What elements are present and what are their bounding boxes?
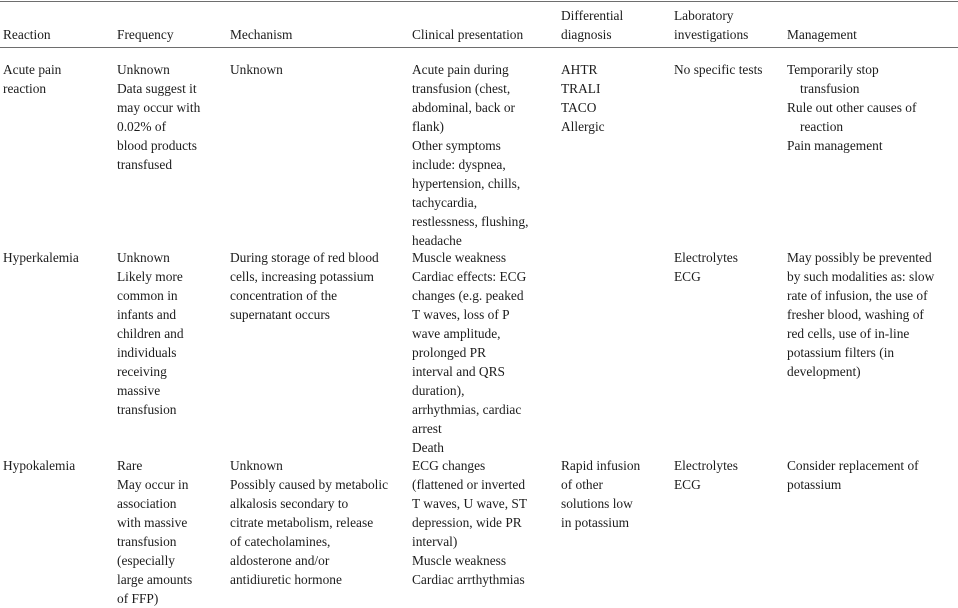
management-line: potassium: [787, 477, 842, 492]
row-1-differential-cell: [561, 60, 605, 136]
clinical-line: transfusion (chest,: [412, 81, 511, 96]
header-bottom-rule: [0, 47, 958, 48]
laboratory-line: ECG: [674, 477, 701, 492]
management-line: transfusion: [800, 81, 860, 96]
header-reaction-line: Reaction: [3, 27, 51, 42]
clinical-line: Death: [412, 440, 444, 455]
reaction-line: Acute pain: [3, 62, 62, 77]
management-line: red cells, use of in-line: [787, 326, 910, 341]
frequency-line: massive: [117, 383, 161, 398]
clinical-line: duration),: [412, 383, 465, 398]
frequency-line: transfusion: [117, 534, 177, 549]
row-2-mechanism-cell: [230, 248, 379, 324]
reaction-line: Hypokalemia: [3, 458, 76, 473]
row-3-frequency-cell: [117, 456, 192, 608]
header-frequency-line: Frequency: [117, 27, 174, 42]
header-reaction: [3, 25, 51, 44]
clinical-line: depression, wide PR: [412, 515, 522, 530]
header-frequency: [117, 25, 174, 44]
row-3-laboratory-cell: [674, 456, 738, 494]
mechanism-line: of catecholamines,: [230, 534, 331, 549]
frequency-line: Data suggest it: [117, 81, 197, 96]
row-2-reaction-cell: [3, 248, 79, 267]
mechanism-line: citrate metabolism, release: [230, 515, 374, 530]
header-mechanism-line: Mechanism: [230, 27, 293, 42]
mechanism-line: supernatant occurs: [230, 307, 331, 322]
row-2-frequency-cell: [117, 248, 184, 419]
row-3-differential-cell: [561, 456, 640, 532]
clinical-line: wave amplitude,: [412, 326, 501, 341]
frequency-line: large amounts: [117, 572, 193, 587]
clinical-line: tachycardia,: [412, 195, 478, 210]
mechanism-line: Unknown: [230, 62, 283, 77]
management-line: rate of infusion, the use of: [787, 288, 928, 303]
clinical-line: Cardiac arrthythmias: [412, 572, 525, 587]
row-3-reaction-cell: [3, 456, 75, 475]
management-line: fresher blood, washing of: [787, 307, 924, 322]
frequency-line: blood products: [117, 138, 197, 153]
management-line: reaction: [800, 119, 844, 134]
laboratory-line: No specific tests: [674, 62, 763, 77]
row-1-management-cell: [787, 60, 916, 155]
frequency-line: May occur in: [117, 477, 189, 492]
frequency-line: transfused: [117, 157, 173, 172]
clinical-line: interval and QRS: [412, 364, 505, 379]
row-2-clinical-cell: [412, 248, 526, 457]
management-line: May possibly be prevented: [787, 250, 932, 265]
table-top-rule: [0, 1, 958, 2]
frequency-line: Rare: [117, 458, 143, 473]
frequency-line: children and: [117, 326, 184, 341]
management-line: development): [787, 364, 861, 379]
differential-line: in potassium: [561, 515, 630, 530]
clinical-line: restlessness, flushing,: [412, 214, 529, 229]
frequency-line: receiving: [117, 364, 167, 379]
clinical-line: Cardiac effects: ECG: [412, 269, 527, 284]
differential-line: TRALI: [561, 81, 601, 96]
row-3-mechanism-cell: [230, 456, 388, 589]
frequency-line: of FFP): [117, 591, 159, 606]
frequency-line: Unknown: [117, 62, 170, 77]
differential-line: AHTR: [561, 62, 598, 77]
frequency-line: Likely more: [117, 269, 183, 284]
clinical-line: Muscle weakness: [412, 553, 507, 568]
clinical-line: Muscle weakness: [412, 250, 507, 265]
row-3-management-cell: [787, 456, 919, 494]
clinical-line: (flattened or inverted: [412, 477, 526, 492]
header-differential: [561, 6, 623, 44]
row-1-frequency-cell: [117, 60, 200, 174]
row-1-laboratory-cell: [674, 60, 763, 79]
clinical-line: headache: [412, 233, 462, 248]
clinical-line: arrest: [412, 421, 442, 436]
laboratory-line: Electrolytes: [674, 250, 738, 265]
mechanism-line: concentration of the: [230, 288, 338, 303]
frequency-line: individuals: [117, 345, 177, 360]
mechanism-line: antidiuretic hormone: [230, 572, 342, 587]
frequency-line: Unknown: [117, 250, 170, 265]
differential-line: of other: [561, 477, 604, 492]
differential-line: Allergic: [561, 119, 605, 134]
frequency-line: with massive: [117, 515, 188, 530]
clinical-line: include: dyspnea,: [412, 157, 506, 172]
header-laboratory-line: Laboratory: [674, 8, 734, 23]
row-2-laboratory-cell: [674, 248, 738, 286]
header-differential-line: Differential: [561, 8, 624, 23]
mechanism-line: During storage of red blood: [230, 250, 379, 265]
clinical-line: abdominal, back or: [412, 100, 515, 115]
row-1-reaction-cell: [3, 60, 61, 98]
row-1-mechanism-cell: [230, 60, 283, 79]
management-line: potassium filters (in: [787, 345, 895, 360]
clinical-line: flank): [412, 119, 444, 134]
header-management-line: Management: [787, 27, 857, 42]
clinical-line: prolonged PR: [412, 345, 487, 360]
laboratory-line: Electrolytes: [674, 458, 738, 473]
row-1-clinical-cell: [412, 60, 528, 250]
clinical-line: T waves, loss of P: [412, 307, 510, 322]
frequency-line: may occur with: [117, 100, 201, 115]
management-line: Temporarily stop: [787, 62, 879, 77]
clinical-line: Other symptoms: [412, 138, 501, 153]
header-mechanism: [230, 25, 292, 44]
frequency-line: association: [117, 496, 177, 511]
clinical-line: Acute pain during: [412, 62, 509, 77]
mechanism-line: cells, increasing potassium: [230, 269, 374, 284]
management-line: Rule out other causes of: [787, 100, 917, 115]
mechanism-line: Possibly caused by metabolic: [230, 477, 389, 492]
clinical-line: hypertension, chills,: [412, 176, 521, 191]
differential-line: solutions low: [561, 496, 633, 511]
header-management: [787, 25, 857, 44]
frequency-line: transfusion: [117, 402, 177, 417]
row-3-clinical-cell: [412, 456, 527, 589]
frequency-line: infants and: [117, 307, 177, 322]
management-line: Pain management: [787, 138, 883, 153]
differential-line: Rapid infusion: [561, 458, 641, 473]
differential-line: TACO: [561, 100, 597, 115]
header-clinical-line: Clinical presentation: [412, 27, 524, 42]
clinical-line: changes (e.g. peaked: [412, 288, 524, 303]
reaction-line: reaction: [3, 81, 47, 96]
reaction-line: Hyperkalemia: [3, 250, 79, 265]
clinical-line: ECG changes: [412, 458, 486, 473]
row-2-management-cell: [787, 248, 934, 381]
management-line: Consider replacement of: [787, 458, 919, 473]
frequency-line: 0.02% of: [117, 119, 167, 134]
header-clinical: [412, 25, 523, 44]
mechanism-line: Unknown: [230, 458, 283, 473]
management-line: by such modalities as: slow: [787, 269, 935, 284]
clinical-line: arrhythmias, cardiac: [412, 402, 522, 417]
header-differential-line: diagnosis: [561, 27, 612, 42]
frequency-line: (especially: [117, 553, 175, 568]
laboratory-line: ECG: [674, 269, 701, 284]
mechanism-line: aldosterone and/or: [230, 553, 330, 568]
header-laboratory-line: investigations: [674, 27, 749, 42]
mechanism-line: alkalosis secondary to: [230, 496, 349, 511]
frequency-line: common in: [117, 288, 178, 303]
header-laboratory: [674, 6, 748, 44]
clinical-line: T waves, U wave, ST: [412, 496, 528, 511]
clinical-line: interval): [412, 534, 458, 549]
